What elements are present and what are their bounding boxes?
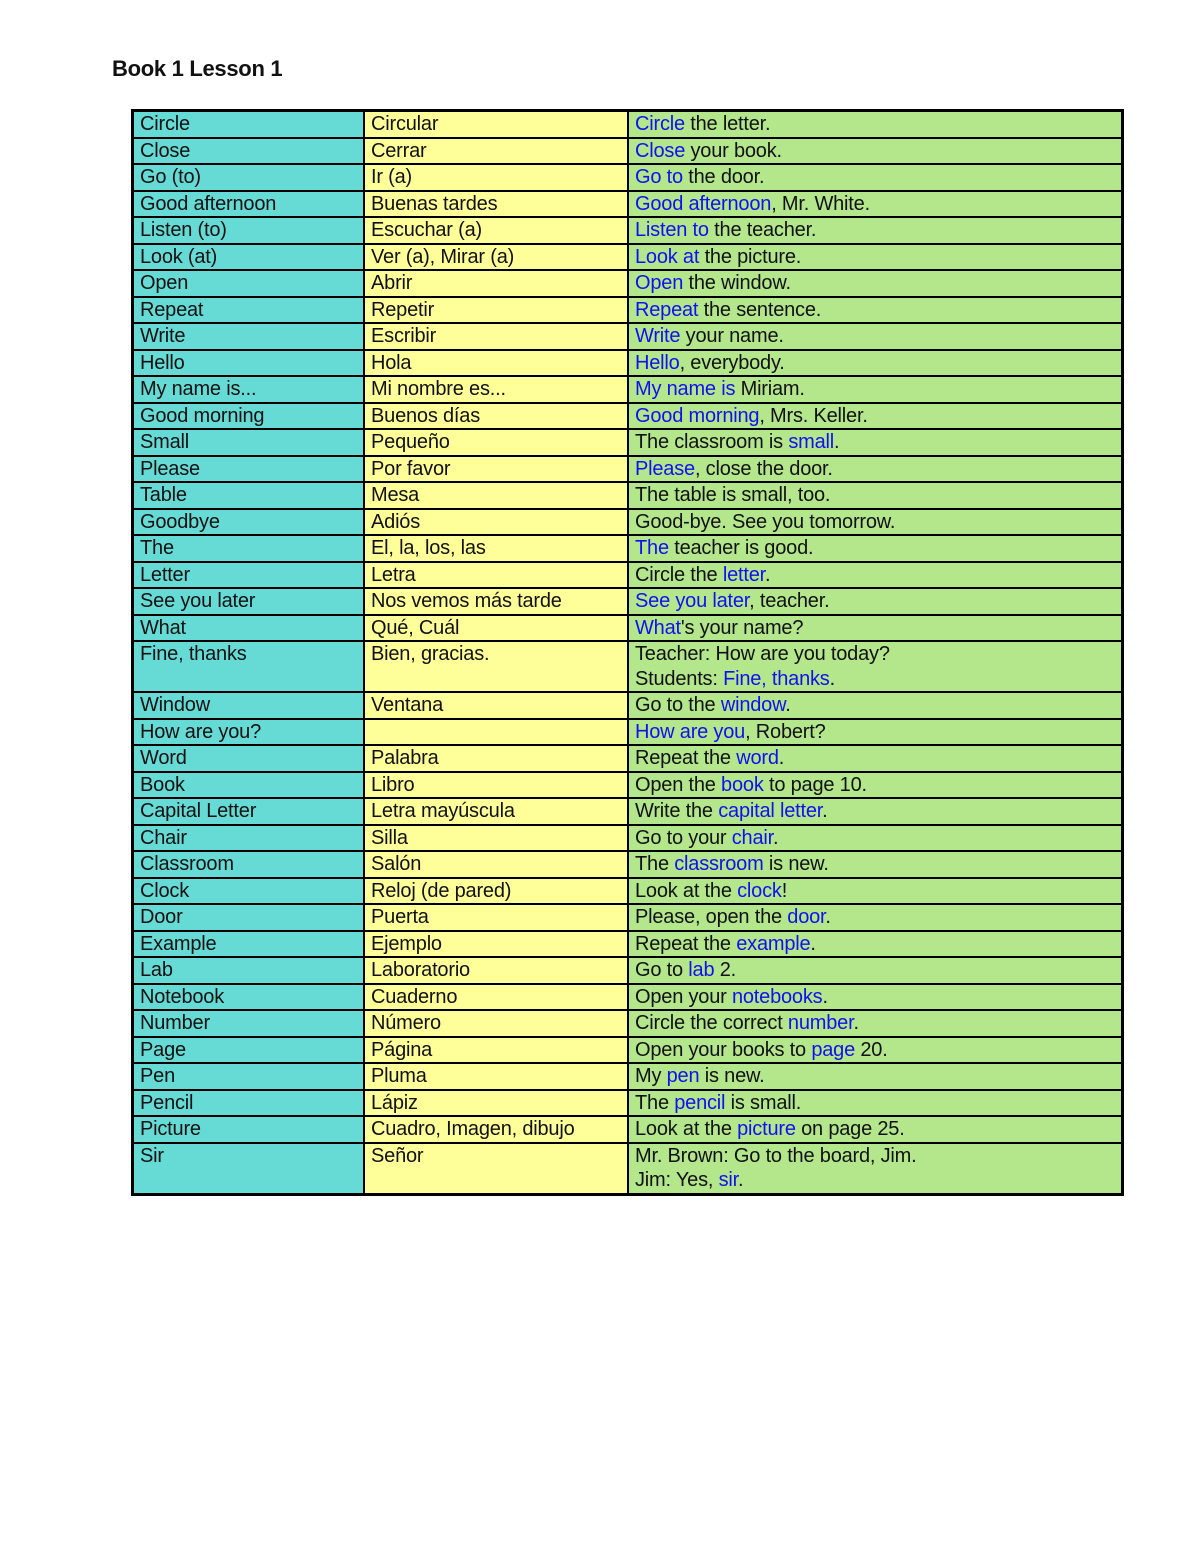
page-title: Book 1 Lesson 1 bbox=[112, 56, 283, 81]
sentence-text: Go to the bbox=[635, 694, 721, 716]
english-word: Book bbox=[133, 772, 365, 799]
sentence-text: . bbox=[853, 1012, 859, 1034]
table-row bbox=[133, 111, 1123, 138]
table-row bbox=[133, 164, 1123, 191]
english-word: Word bbox=[133, 745, 365, 772]
sentence-text: Write the bbox=[635, 800, 719, 822]
highlighted-term: chair bbox=[731, 826, 773, 849]
highlighted-term: small bbox=[788, 431, 834, 453]
example-line bbox=[635, 958, 1115, 983]
spanish-translation: Escribir bbox=[364, 323, 628, 350]
table-row bbox=[133, 376, 1123, 403]
english-word: Notebook bbox=[133, 984, 365, 1011]
english-word: Write bbox=[133, 323, 365, 350]
sentence-text: 2. bbox=[714, 959, 737, 981]
sentence-text: . bbox=[778, 747, 785, 769]
table-row bbox=[133, 191, 1123, 218]
example-line bbox=[635, 324, 1115, 349]
spanish-translation: El, la, los, las bbox=[364, 535, 628, 562]
english-word: What bbox=[133, 615, 365, 642]
table-row bbox=[133, 217, 1123, 244]
spanish-translation: Página bbox=[364, 1037, 628, 1064]
english-word: Open bbox=[133, 270, 365, 297]
example-sentence bbox=[628, 482, 1123, 509]
example-line bbox=[635, 271, 1115, 296]
example-sentence bbox=[628, 244, 1123, 271]
example-sentence bbox=[628, 509, 1123, 536]
table-row bbox=[133, 350, 1123, 377]
example-sentence bbox=[628, 217, 1123, 244]
highlighted-term: book bbox=[721, 773, 764, 796]
sentence-text: Circle the correct bbox=[635, 1012, 788, 1034]
spanish-translation: Laboratorio bbox=[364, 957, 628, 984]
example-line bbox=[635, 667, 1115, 692]
sentence-text: , everybody. bbox=[679, 351, 785, 374]
example-sentence bbox=[628, 270, 1123, 297]
spanish-translation: Número bbox=[364, 1010, 628, 1037]
spanish-translation: Buenos días bbox=[364, 403, 628, 430]
example-sentence bbox=[628, 191, 1123, 218]
sentence-text: . bbox=[825, 906, 831, 928]
example-sentence bbox=[628, 111, 1123, 138]
sentence-text: Mr. Brown: Go to the board, Jim. bbox=[635, 1144, 917, 1167]
example-line bbox=[635, 1064, 1115, 1089]
example-sentence bbox=[628, 1143, 1123, 1195]
english-word: Chair bbox=[133, 825, 365, 852]
example-sentence bbox=[628, 825, 1123, 852]
example-sentence bbox=[628, 615, 1123, 642]
example-line bbox=[635, 826, 1115, 851]
english-word: Good morning bbox=[133, 403, 365, 430]
example-line bbox=[635, 218, 1115, 243]
sentence-text: . bbox=[738, 1169, 744, 1191]
example-sentence bbox=[628, 403, 1123, 430]
sentence-text: Teacher: How are you today? bbox=[635, 643, 890, 665]
vocabulary-table bbox=[131, 109, 1124, 1196]
highlighted-term: classroom bbox=[674, 853, 764, 875]
table-row bbox=[133, 772, 1123, 799]
spanish-translation: Cuadro, Imagen, dibujo bbox=[364, 1116, 628, 1143]
highlighted-term: pen bbox=[666, 1065, 700, 1087]
example-sentence bbox=[628, 798, 1123, 825]
example-sentence bbox=[628, 692, 1123, 719]
spanish-translation: Reloj (de pared) bbox=[364, 878, 628, 905]
example-sentence bbox=[628, 772, 1123, 799]
example-line bbox=[635, 905, 1115, 930]
sentence-text: your name. bbox=[680, 325, 784, 347]
example-line bbox=[635, 536, 1115, 561]
example-line bbox=[635, 932, 1115, 957]
example-line bbox=[635, 616, 1115, 641]
english-word: Good afternoon bbox=[133, 191, 365, 218]
table-row bbox=[133, 535, 1123, 562]
sentence-text: Open the bbox=[635, 773, 722, 796]
sentence-text: Open your bbox=[635, 985, 732, 1008]
example-line bbox=[635, 139, 1115, 164]
english-word: See you later bbox=[133, 588, 365, 615]
table-row bbox=[133, 482, 1123, 509]
example-sentence bbox=[628, 1010, 1123, 1037]
example-line bbox=[635, 112, 1115, 137]
highlighted-term: Please bbox=[635, 457, 695, 480]
sentence-text: Jim: Yes, bbox=[635, 1169, 719, 1191]
example-sentence bbox=[628, 851, 1123, 878]
table-row bbox=[133, 957, 1123, 984]
sentence-text: Students: bbox=[635, 667, 724, 690]
example-sentence bbox=[628, 745, 1123, 772]
spanish-translation: Ver (a), Mirar (a) bbox=[364, 244, 628, 271]
example-line bbox=[635, 852, 1115, 877]
example-line bbox=[635, 1117, 1115, 1142]
highlighted-term: sir bbox=[718, 1169, 739, 1191]
sentence-text: 20. bbox=[855, 1038, 888, 1061]
example-sentence bbox=[628, 164, 1123, 191]
highlighted-term: word bbox=[736, 747, 779, 769]
example-sentence bbox=[628, 1116, 1123, 1143]
spanish-translation: Abrir bbox=[364, 270, 628, 297]
sentence-text: the window. bbox=[683, 272, 791, 294]
english-word: Lab bbox=[133, 957, 365, 984]
spanish-translation: Mi nombre es... bbox=[364, 376, 628, 403]
english-word: Picture bbox=[133, 1116, 365, 1143]
spanish-translation: Ventana bbox=[364, 692, 628, 719]
example-line bbox=[635, 1011, 1115, 1036]
table-row bbox=[133, 641, 1123, 692]
english-word: Letter bbox=[133, 562, 365, 589]
english-word: Window bbox=[133, 692, 365, 719]
highlighted-term: Good morning bbox=[635, 404, 760, 427]
table-row bbox=[133, 1116, 1123, 1143]
table-row bbox=[133, 1010, 1123, 1037]
sentence-text: Go to your bbox=[635, 826, 732, 849]
example-line bbox=[635, 510, 1115, 535]
example-line bbox=[635, 1144, 1115, 1169]
example-line bbox=[635, 563, 1115, 588]
spanish-translation: Letra mayúscula bbox=[364, 798, 628, 825]
spanish-translation: Puerta bbox=[364, 904, 628, 931]
example-sentence bbox=[628, 588, 1123, 615]
table-row bbox=[133, 1090, 1123, 1117]
english-word: Hello bbox=[133, 350, 365, 377]
example-sentence bbox=[628, 535, 1123, 562]
sentence-text: on page 25. bbox=[795, 1118, 905, 1140]
table-row bbox=[133, 429, 1123, 456]
highlighted-term: clock bbox=[737, 879, 782, 902]
sentence-text: . bbox=[822, 800, 828, 822]
sentence-text: . bbox=[810, 932, 816, 955]
highlighted-term: window bbox=[720, 694, 786, 716]
table-row bbox=[133, 692, 1123, 719]
table-row bbox=[133, 588, 1123, 615]
english-word: Goodbye bbox=[133, 509, 365, 536]
sentence-text: is new. bbox=[699, 1065, 765, 1087]
example-sentence bbox=[628, 957, 1123, 984]
table-row bbox=[133, 1063, 1123, 1090]
spanish-translation: Lápiz bbox=[364, 1090, 628, 1117]
spanish-translation: Mesa bbox=[364, 482, 628, 509]
highlighted-term: lab bbox=[688, 959, 715, 981]
example-line bbox=[635, 879, 1115, 904]
english-word: How are you? bbox=[133, 719, 365, 746]
highlighted-term: Fine, thanks bbox=[723, 667, 830, 690]
spanish-translation: Nos vemos más tarde bbox=[364, 588, 628, 615]
spanish-translation: Por favor bbox=[364, 456, 628, 483]
english-word: Pen bbox=[133, 1063, 365, 1090]
highlighted-term: letter bbox=[722, 563, 766, 586]
highlighted-term: number bbox=[787, 1012, 854, 1034]
spanish-translation: Palabra bbox=[364, 745, 628, 772]
sentence-text: . bbox=[765, 563, 771, 586]
example-line bbox=[635, 985, 1115, 1010]
example-sentence bbox=[628, 641, 1123, 692]
example-line bbox=[635, 642, 1115, 667]
table-row bbox=[133, 825, 1123, 852]
sentence-text: is small. bbox=[725, 1091, 802, 1114]
sentence-text: the picture. bbox=[699, 245, 802, 268]
sentence-text: Go to bbox=[635, 959, 689, 981]
english-word: Number bbox=[133, 1010, 365, 1037]
table-row bbox=[133, 931, 1123, 958]
sentence-text: , Mr. White. bbox=[771, 192, 870, 215]
example-sentence bbox=[628, 429, 1123, 456]
example-sentence bbox=[628, 904, 1123, 931]
table-row bbox=[133, 297, 1123, 324]
example-line bbox=[635, 589, 1115, 614]
example-sentence bbox=[628, 1090, 1123, 1117]
table-row bbox=[133, 456, 1123, 483]
sentence-text: your book. bbox=[685, 139, 782, 162]
sentence-text: . bbox=[822, 985, 828, 1008]
highlighted-term: How are you bbox=[635, 720, 746, 743]
sentence-text: the sentence. bbox=[698, 298, 822, 321]
sentence-text: ! bbox=[781, 879, 788, 902]
english-word: Capital Letter bbox=[133, 798, 365, 825]
highlighted-term: door bbox=[787, 906, 826, 928]
example-sentence bbox=[628, 456, 1123, 483]
sentence-text: the teacher. bbox=[708, 219, 817, 241]
sentence-text: to page 10. bbox=[763, 773, 867, 796]
table-row bbox=[133, 1037, 1123, 1064]
english-word: Classroom bbox=[133, 851, 365, 878]
example-line bbox=[635, 483, 1115, 508]
example-line bbox=[635, 430, 1115, 455]
highlighted-term: picture bbox=[737, 1118, 796, 1140]
sentence-text: , close the door. bbox=[694, 457, 833, 480]
sentence-text: . bbox=[785, 694, 791, 716]
table-row bbox=[133, 244, 1123, 271]
highlighted-term: Good afternoon bbox=[635, 192, 772, 215]
example-line bbox=[635, 192, 1115, 217]
sentence-text: The table is small, too. bbox=[635, 484, 831, 506]
highlighted-term: Circle bbox=[635, 113, 685, 135]
sentence-text: The classroom is bbox=[635, 431, 789, 453]
sentence-text: , teacher. bbox=[749, 590, 830, 612]
spanish-translation: Pequeño bbox=[364, 429, 628, 456]
example-line bbox=[635, 720, 1115, 745]
highlighted-term: See you later bbox=[635, 590, 750, 612]
highlighted-term: Open bbox=[635, 272, 684, 294]
example-sentence bbox=[628, 323, 1123, 350]
example-line bbox=[635, 245, 1115, 270]
highlighted-term: Listen to bbox=[635, 219, 709, 241]
sentence-text: Look at the bbox=[635, 1118, 738, 1140]
sentence-text: . bbox=[833, 431, 840, 453]
highlighted-term: page bbox=[811, 1038, 856, 1061]
spanish-translation: Ejemplo bbox=[364, 931, 628, 958]
highlighted-term: Hello bbox=[635, 351, 680, 374]
table-row bbox=[133, 798, 1123, 825]
example-line bbox=[635, 377, 1115, 402]
sentence-text: . bbox=[829, 667, 835, 690]
table-row bbox=[133, 323, 1123, 350]
sentence-text: is new. bbox=[763, 853, 829, 875]
table-row bbox=[133, 615, 1123, 642]
english-word: Close bbox=[133, 138, 365, 165]
spanish-translation: Ir (a) bbox=[364, 164, 628, 191]
sentence-text: teacher is good. bbox=[668, 537, 814, 559]
english-word: Fine, thanks bbox=[133, 641, 365, 692]
highlighted-term: My name is bbox=[635, 378, 736, 400]
sentence-text: 's your name? bbox=[680, 616, 804, 639]
highlighted-term: The bbox=[635, 537, 669, 559]
spanish-translation: Adiós bbox=[364, 509, 628, 536]
table-row bbox=[133, 138, 1123, 165]
example-line bbox=[635, 773, 1115, 798]
sentence-text: Miriam. bbox=[735, 378, 805, 400]
table-row bbox=[133, 984, 1123, 1011]
table-row bbox=[133, 1143, 1123, 1195]
spanish-translation: Cuaderno bbox=[364, 984, 628, 1011]
example-line bbox=[635, 404, 1115, 429]
table-row bbox=[133, 745, 1123, 772]
spanish-translation: Buenas tardes bbox=[364, 191, 628, 218]
table-row bbox=[133, 719, 1123, 746]
table-row bbox=[133, 509, 1123, 536]
sentence-text: the door. bbox=[682, 166, 765, 188]
english-word: Page bbox=[133, 1037, 365, 1064]
example-line bbox=[635, 799, 1115, 824]
spanish-translation: Bien, gracias. bbox=[364, 641, 628, 692]
sentence-text: the letter. bbox=[684, 113, 771, 135]
spanish-translation: Cerrar bbox=[364, 138, 628, 165]
example-line bbox=[635, 1038, 1115, 1063]
example-sentence bbox=[628, 297, 1123, 324]
highlighted-term: What bbox=[635, 616, 681, 639]
table-row bbox=[133, 851, 1123, 878]
sentence-text: My bbox=[635, 1065, 667, 1087]
english-word: The bbox=[133, 535, 365, 562]
sentence-text: Repeat the bbox=[635, 747, 737, 769]
spanish-translation: Circular bbox=[364, 111, 628, 138]
spanish-translation: Qué, Cuál bbox=[364, 615, 628, 642]
spanish-translation bbox=[364, 719, 628, 746]
spanish-translation: Señor bbox=[364, 1143, 628, 1195]
example-line bbox=[635, 298, 1115, 323]
english-word: Repeat bbox=[133, 297, 365, 324]
sentence-text: , Mrs. Keller. bbox=[759, 404, 868, 427]
example-sentence bbox=[628, 350, 1123, 377]
spanish-translation: Pluma bbox=[364, 1063, 628, 1090]
english-word: Small bbox=[133, 429, 365, 456]
example-line bbox=[635, 165, 1115, 190]
english-word: Go (to) bbox=[133, 164, 365, 191]
spanish-translation: Salón bbox=[364, 851, 628, 878]
sentence-text: The bbox=[635, 853, 675, 875]
example-sentence bbox=[628, 376, 1123, 403]
english-word: Example bbox=[133, 931, 365, 958]
sentence-text: . bbox=[773, 826, 779, 849]
spanish-translation: Hola bbox=[364, 350, 628, 377]
highlighted-term: example bbox=[736, 932, 811, 955]
highlighted-term: Close bbox=[635, 139, 686, 162]
example-line bbox=[635, 746, 1115, 771]
example-sentence bbox=[628, 719, 1123, 746]
sentence-text: The bbox=[635, 1091, 675, 1114]
sentence-text: , Robert? bbox=[745, 720, 826, 743]
example-sentence bbox=[628, 562, 1123, 589]
english-word: Table bbox=[133, 482, 365, 509]
english-word: Please bbox=[133, 456, 365, 483]
english-word: Pencil bbox=[133, 1090, 365, 1117]
example-line bbox=[635, 1091, 1115, 1116]
highlighted-term: notebooks bbox=[731, 985, 823, 1008]
spanish-translation: Repetir bbox=[364, 297, 628, 324]
table-row bbox=[133, 878, 1123, 905]
highlighted-term: Write bbox=[635, 325, 681, 347]
english-word: Listen (to) bbox=[133, 217, 365, 244]
example-sentence bbox=[628, 878, 1123, 905]
highlighted-term: pencil bbox=[674, 1091, 726, 1114]
spanish-translation: Libro bbox=[364, 772, 628, 799]
example-sentence bbox=[628, 984, 1123, 1011]
example-sentence bbox=[628, 138, 1123, 165]
spanish-translation: Letra bbox=[364, 562, 628, 589]
highlighted-term: Look at bbox=[635, 245, 700, 268]
spanish-translation: Silla bbox=[364, 825, 628, 852]
table-row bbox=[133, 562, 1123, 589]
example-sentence bbox=[628, 1037, 1123, 1064]
sentence-text: Circle the bbox=[635, 563, 723, 586]
sentence-text: Good-bye. See you tomorrow. bbox=[635, 510, 896, 533]
english-word: Circle bbox=[133, 111, 365, 138]
example-line bbox=[635, 351, 1115, 376]
example-line bbox=[635, 457, 1115, 482]
example-sentence bbox=[628, 931, 1123, 958]
table-row bbox=[133, 270, 1123, 297]
highlighted-term: Go to bbox=[635, 166, 683, 188]
sentence-text: Look at the bbox=[635, 879, 738, 902]
example-line bbox=[635, 693, 1115, 718]
english-word: Look (at) bbox=[133, 244, 365, 271]
table-row bbox=[133, 403, 1123, 430]
sentence-text: Open your books to bbox=[635, 1038, 812, 1061]
highlighted-term: capital letter bbox=[718, 800, 823, 822]
english-word: Clock bbox=[133, 878, 365, 905]
highlighted-term: Repeat bbox=[635, 298, 699, 321]
english-word: Sir bbox=[133, 1143, 365, 1195]
example-line bbox=[635, 1168, 1115, 1193]
english-word: My name is... bbox=[133, 376, 365, 403]
sentence-text: Please, open the bbox=[635, 906, 788, 928]
table-row bbox=[133, 904, 1123, 931]
english-word: Door bbox=[133, 904, 365, 931]
spanish-translation: Escuchar (a) bbox=[364, 217, 628, 244]
example-sentence bbox=[628, 1063, 1123, 1090]
sentence-text: Repeat the bbox=[635, 932, 737, 955]
